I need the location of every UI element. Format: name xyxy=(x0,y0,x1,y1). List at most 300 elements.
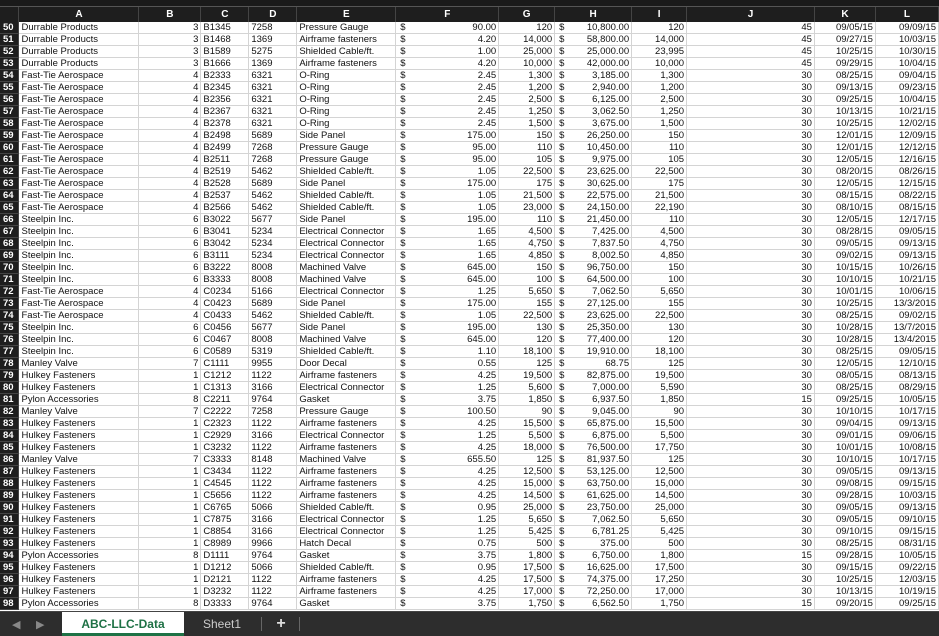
cell-quantity-received[interactable]: 19,500 xyxy=(632,370,687,382)
cell-item-description[interactable]: Gasket xyxy=(297,598,396,610)
cell-supplier-id[interactable]: 6 xyxy=(139,322,201,334)
cell-item-number[interactable]: 5166 xyxy=(249,286,297,298)
cell-cost-per-item[interactable] xyxy=(396,142,499,154)
cell-supplier-id[interactable]: 3 xyxy=(139,34,201,46)
cell-terms[interactable]: 30 xyxy=(687,154,815,166)
cell-order-date[interactable]: 09/02/15 xyxy=(814,250,875,262)
column-header-f[interactable]: F xyxy=(396,7,499,22)
cell-supplier[interactable]: Steelpin Inc. xyxy=(19,334,139,346)
cell-terms[interactable]: 30 xyxy=(687,202,815,214)
cell-item-number[interactable]: 6321 xyxy=(249,82,297,94)
cell-quantity-received[interactable]: 120 xyxy=(632,334,687,346)
cell-cost-per-item[interactable] xyxy=(396,118,499,130)
cell-quantity[interactable]: 1,750 xyxy=(499,598,555,610)
row-header[interactable]: 97 xyxy=(0,586,19,598)
cell-po-number[interactable]: B2499 xyxy=(201,142,249,154)
cell-cost-per-item[interactable] xyxy=(396,46,499,58)
cell-po-number[interactable]: C5656 xyxy=(201,490,249,502)
cell-cost-per-order[interactable] xyxy=(555,250,632,262)
cell-item-description[interactable]: Machined Valve xyxy=(297,454,396,466)
cell-quantity[interactable]: 4,850 xyxy=(499,250,555,262)
cell-order-date[interactable]: 09/29/15 xyxy=(814,58,875,70)
cell-item-number[interactable]: 1122 xyxy=(249,478,297,490)
cell-order-date[interactable]: 09/28/15 xyxy=(814,490,875,502)
cell-quantity-received[interactable]: 125 xyxy=(632,358,687,370)
cell-supplier[interactable]: Fast-Tie Aerospace xyxy=(19,298,139,310)
cell-arrival-date[interactable]: 10/17/15 xyxy=(875,406,938,418)
cell-cost-per-item[interactable] xyxy=(396,574,499,586)
cell-item-description[interactable]: Side Panel xyxy=(297,298,396,310)
cell-terms[interactable]: 30 xyxy=(687,214,815,226)
cell-cost-per-item[interactable] xyxy=(396,502,499,514)
cell-order-date[interactable]: 09/27/15 xyxy=(814,34,875,46)
cell-arrival-date[interactable]: 12/03/15 xyxy=(875,574,938,586)
cell-item-number[interactable]: 5066 xyxy=(249,562,297,574)
cell-quantity-received[interactable]: 4,750 xyxy=(632,238,687,250)
cell-item-number[interactable]: 1122 xyxy=(249,574,297,586)
row-header[interactable]: 72 xyxy=(0,286,19,298)
cell-quantity[interactable]: 1,800 xyxy=(499,550,555,562)
cell-terms[interactable]: 30 xyxy=(687,562,815,574)
cell-quantity-received[interactable]: 500 xyxy=(632,538,687,550)
cell-supplier-id[interactable]: 4 xyxy=(139,94,201,106)
cell-arrival-date[interactable]: 09/05/15 xyxy=(875,226,938,238)
row-header[interactable]: 74 xyxy=(0,310,19,322)
row-header[interactable]: 70 xyxy=(0,262,19,274)
cell-arrival-date[interactable]: 12/16/15 xyxy=(875,154,938,166)
cell-item-number[interactable]: 5462 xyxy=(249,190,297,202)
cell-order-date[interactable]: 09/10/15 xyxy=(814,526,875,538)
cell-cost-per-order[interactable] xyxy=(555,346,632,358)
cell-po-number[interactable]: B1666 xyxy=(201,58,249,70)
cell-terms[interactable]: 30 xyxy=(687,382,815,394)
cell-item-description[interactable]: Gasket xyxy=(297,394,396,406)
cell-terms[interactable]: 30 xyxy=(687,418,815,430)
cell-cost-per-item[interactable] xyxy=(396,394,499,406)
cell-supplier[interactable]: Hulkey Fasteners xyxy=(19,490,139,502)
cell-item-description[interactable]: Side Panel xyxy=(297,214,396,226)
cell-order-date[interactable]: 09/05/15 xyxy=(814,502,875,514)
cell-order-date[interactable]: 10/25/15 xyxy=(814,298,875,310)
cell-supplier-id[interactable]: 7 xyxy=(139,406,201,418)
cell-quantity[interactable]: 1,500 xyxy=(499,118,555,130)
cell-quantity[interactable]: 12,500 xyxy=(499,466,555,478)
row-header[interactable]: 58 xyxy=(0,118,19,130)
cell-arrival-date[interactable]: 09/13/15 xyxy=(875,418,938,430)
cell-item-description[interactable]: Shielded Cable/ft. xyxy=(297,502,396,514)
cell-po-number[interactable]: B3042 xyxy=(201,238,249,250)
cell-terms[interactable]: 30 xyxy=(687,178,815,190)
cell-item-description[interactable]: O-Ring xyxy=(297,70,396,82)
cell-cost-per-order[interactable] xyxy=(555,262,632,274)
cell-po-number[interactable]: C1111 xyxy=(201,358,249,370)
right-arrow-icon[interactable]: ▶ xyxy=(36,619,45,631)
cell-item-number[interactable]: 5319 xyxy=(249,346,297,358)
cell-item-number[interactable]: 5677 xyxy=(249,214,297,226)
cell-po-number[interactable]: C7875 xyxy=(201,514,249,526)
cell-item-number[interactable]: 8008 xyxy=(249,334,297,346)
cell-cost-per-item[interactable] xyxy=(396,130,499,142)
cell-supplier[interactable]: Fast-Tie Aerospace xyxy=(19,142,139,154)
cell-order-date[interactable]: 09/28/15 xyxy=(814,550,875,562)
cell-quantity[interactable]: 4,750 xyxy=(499,238,555,250)
cell-quantity-received[interactable]: 150 xyxy=(632,130,687,142)
cell-terms[interactable]: 30 xyxy=(687,118,815,130)
cell-item-description[interactable]: Shielded Cable/ft. xyxy=(297,166,396,178)
cell-supplier[interactable]: Manley Valve xyxy=(19,358,139,370)
cell-quantity[interactable]: 1,300 xyxy=(499,70,555,82)
cell-quantity[interactable]: 500 xyxy=(499,538,555,550)
cell-item-number[interactable]: 1122 xyxy=(249,442,297,454)
cell-terms[interactable]: 30 xyxy=(687,514,815,526)
cell-cost-per-item[interactable] xyxy=(396,454,499,466)
cell-item-description[interactable]: Electrical Connector xyxy=(297,226,396,238)
cell-terms[interactable]: 30 xyxy=(687,310,815,322)
cell-item-description[interactable]: Electrical Connector xyxy=(297,250,396,262)
cell-quantity-received[interactable]: 5,425 xyxy=(632,526,687,538)
cell-quantity-received[interactable]: 100 xyxy=(632,274,687,286)
cell-cost-per-item[interactable] xyxy=(396,226,499,238)
cell-terms[interactable]: 30 xyxy=(687,106,815,118)
cell-quantity-received[interactable]: 120 xyxy=(632,22,687,34)
cell-item-number[interactable]: 5677 xyxy=(249,322,297,334)
cell-supplier-id[interactable]: 7 xyxy=(139,454,201,466)
cell-supplier-id[interactable]: 1 xyxy=(139,538,201,550)
cell-cost-per-order[interactable] xyxy=(555,310,632,322)
cell-supplier[interactable]: Hulkey Fasteners xyxy=(19,370,139,382)
cell-terms[interactable]: 30 xyxy=(687,526,815,538)
cell-item-description[interactable]: Airframe fasteners xyxy=(297,586,396,598)
cell-supplier-id[interactable]: 3 xyxy=(139,58,201,70)
cell-quantity-received[interactable]: 1,750 xyxy=(632,598,687,610)
cell-arrival-date[interactable]: 08/31/15 xyxy=(875,538,938,550)
cell-supplier[interactable]: Steelpin Inc. xyxy=(19,274,139,286)
cell-supplier-id[interactable]: 6 xyxy=(139,250,201,262)
cell-arrival-date[interactable]: 10/03/15 xyxy=(875,34,938,46)
cell-cost-per-item[interactable] xyxy=(396,490,499,502)
sheet-tab-sheet1[interactable]: Sheet1 xyxy=(202,617,242,631)
cell-arrival-date[interactable]: 12/02/15 xyxy=(875,118,938,130)
cell-item-number[interactable]: 8008 xyxy=(249,274,297,286)
cell-quantity[interactable]: 125 xyxy=(499,454,555,466)
cell-item-description[interactable]: Pressure Gauge xyxy=(297,142,396,154)
left-arrow-icon[interactable]: ◀ xyxy=(12,619,21,631)
cell-supplier[interactable]: Hulkey Fasteners xyxy=(19,466,139,478)
cell-supplier[interactable]: Hulkey Fasteners xyxy=(19,586,139,598)
cell-supplier[interactable]: Fast-Tie Aerospace xyxy=(19,106,139,118)
cell-cost-per-order[interactable] xyxy=(555,358,632,370)
cell-supplier-id[interactable]: 8 xyxy=(139,550,201,562)
cell-po-number[interactable]: C0589 xyxy=(201,346,249,358)
cell-cost-per-order[interactable] xyxy=(555,550,632,562)
cell-arrival-date[interactable]: 12/15/15 xyxy=(875,178,938,190)
cell-cost-per-order[interactable] xyxy=(555,490,632,502)
cell-supplier-id[interactable]: 4 xyxy=(139,118,201,130)
cell-item-description[interactable]: Airframe fasteners xyxy=(297,478,396,490)
cell-terms[interactable]: 30 xyxy=(687,238,815,250)
cell-quantity[interactable]: 105 xyxy=(499,154,555,166)
cell-cost-per-order[interactable] xyxy=(555,598,632,610)
column-header-b[interactable]: B xyxy=(139,7,201,22)
cell-quantity-received[interactable]: 5,590 xyxy=(632,382,687,394)
row-header[interactable]: 60 xyxy=(0,142,19,154)
cell-order-date[interactable]: 09/01/15 xyxy=(814,430,875,442)
row-header[interactable]: 95 xyxy=(0,562,19,574)
cell-arrival-date[interactable]: 10/21/15 xyxy=(875,106,938,118)
row-header[interactable]: 65 xyxy=(0,202,19,214)
cell-supplier-id[interactable]: 6 xyxy=(139,334,201,346)
cell-item-number[interactable]: 1122 xyxy=(249,490,297,502)
cell-cost-per-item[interactable] xyxy=(396,562,499,574)
cell-quantity-received[interactable]: 22,500 xyxy=(632,310,687,322)
cell-quantity-received[interactable]: 125 xyxy=(632,454,687,466)
cell-supplier[interactable]: Fast-Tie Aerospace xyxy=(19,82,139,94)
cell-po-number[interactable]: C8854 xyxy=(201,526,249,538)
cell-item-number[interactable]: 5462 xyxy=(249,202,297,214)
column-header-a[interactable]: A xyxy=(19,7,139,22)
cell-po-number[interactable]: B3333 xyxy=(201,274,249,286)
row-header[interactable]: 67 xyxy=(0,226,19,238)
cell-cost-per-item[interactable] xyxy=(396,190,499,202)
cell-terms[interactable]: 30 xyxy=(687,430,815,442)
cell-item-number[interactable]: 9966 xyxy=(249,538,297,550)
cell-quantity-received[interactable]: 17,750 xyxy=(632,442,687,454)
cell-item-number[interactable]: 1122 xyxy=(249,586,297,598)
cell-order-date[interactable]: 10/28/15 xyxy=(814,334,875,346)
cell-arrival-date[interactable]: 09/15/15 xyxy=(875,526,938,538)
cell-arrival-date[interactable]: 09/06/15 xyxy=(875,430,938,442)
cell-item-number[interactable]: 6321 xyxy=(249,94,297,106)
cell-cost-per-item[interactable] xyxy=(396,442,499,454)
cell-quantity[interactable]: 125 xyxy=(499,358,555,370)
cell-supplier-id[interactable]: 4 xyxy=(139,202,201,214)
cell-supplier[interactable]: Fast-Tie Aerospace xyxy=(19,190,139,202)
cell-quantity-received[interactable]: 23,995 xyxy=(632,46,687,58)
cell-po-number[interactable]: C0456 xyxy=(201,322,249,334)
cell-arrival-date[interactable]: 13/4/2015 xyxy=(875,334,938,346)
cell-cost-per-order[interactable] xyxy=(555,58,632,70)
row-header[interactable]: 87 xyxy=(0,466,19,478)
cell-supplier-id[interactable]: 1 xyxy=(139,478,201,490)
cell-item-description[interactable]: O-Ring xyxy=(297,106,396,118)
cell-cost-per-order[interactable] xyxy=(555,334,632,346)
cell-supplier-id[interactable]: 4 xyxy=(139,310,201,322)
cell-order-date[interactable]: 08/28/15 xyxy=(814,226,875,238)
cell-item-number[interactable]: 8148 xyxy=(249,454,297,466)
cell-arrival-date[interactable]: 09/05/15 xyxy=(875,346,938,358)
cell-supplier-id[interactable]: 6 xyxy=(139,226,201,238)
cell-arrival-date[interactable]: 10/04/15 xyxy=(875,94,938,106)
cell-supplier[interactable]: Steelpin Inc. xyxy=(19,214,139,226)
column-header-k[interactable]: K xyxy=(814,7,875,22)
cell-supplier[interactable]: Fast-Tie Aerospace xyxy=(19,154,139,166)
row-header[interactable]: 55 xyxy=(0,82,19,94)
cell-order-date[interactable]: 08/25/15 xyxy=(814,310,875,322)
row-header[interactable]: 64 xyxy=(0,190,19,202)
cell-quantity[interactable]: 5,425 xyxy=(499,526,555,538)
cell-order-date[interactable]: 10/15/15 xyxy=(814,262,875,274)
column-header-e[interactable]: E xyxy=(297,7,396,22)
cell-po-number[interactable]: D3232 xyxy=(201,586,249,598)
row-header[interactable]: 50 xyxy=(0,22,19,34)
cell-po-number[interactable]: B1468 xyxy=(201,34,249,46)
cell-supplier[interactable]: Steelpin Inc. xyxy=(19,238,139,250)
cell-item-number[interactable]: 6321 xyxy=(249,70,297,82)
cell-order-date[interactable]: 10/10/15 xyxy=(814,406,875,418)
cell-item-number[interactable]: 6321 xyxy=(249,106,297,118)
cell-item-description[interactable]: Shielded Cable/ft. xyxy=(297,310,396,322)
cell-item-number[interactable]: 1122 xyxy=(249,466,297,478)
cell-arrival-date[interactable]: 10/06/15 xyxy=(875,286,938,298)
cell-supplier[interactable]: Durrable Products xyxy=(19,34,139,46)
cell-arrival-date[interactable]: 10/05/15 xyxy=(875,394,938,406)
cell-quantity[interactable]: 4,500 xyxy=(499,226,555,238)
cell-supplier-id[interactable]: 4 xyxy=(139,130,201,142)
cell-quantity-received[interactable]: 17,250 xyxy=(632,574,687,586)
cell-quantity[interactable]: 17,500 xyxy=(499,574,555,586)
cell-terms[interactable]: 30 xyxy=(687,346,815,358)
cell-supplier-id[interactable]: 1 xyxy=(139,526,201,538)
cell-supplier[interactable]: Pylon Accessories xyxy=(19,598,139,610)
cell-cost-per-order[interactable] xyxy=(555,94,632,106)
column-header-h[interactable]: H xyxy=(555,7,632,22)
row-header[interactable]: 61 xyxy=(0,154,19,166)
cell-item-number[interactable]: 3166 xyxy=(249,526,297,538)
cell-arrival-date[interactable]: 09/22/15 xyxy=(875,562,938,574)
cell-supplier-id[interactable]: 4 xyxy=(139,178,201,190)
cell-supplier[interactable]: Hulkey Fasteners xyxy=(19,502,139,514)
cell-cost-per-order[interactable] xyxy=(555,130,632,142)
cell-order-date[interactable]: 09/05/15 xyxy=(814,238,875,250)
cell-po-number[interactable]: B2356 xyxy=(201,94,249,106)
cell-item-number[interactable]: 5234 xyxy=(249,238,297,250)
cell-supplier[interactable]: Fast-Tie Aerospace xyxy=(19,202,139,214)
row-header[interactable]: 79 xyxy=(0,370,19,382)
cell-arrival-date[interactable]: 09/13/15 xyxy=(875,502,938,514)
cell-po-number[interactable]: B2498 xyxy=(201,130,249,142)
cell-quantity-received[interactable]: 17,000 xyxy=(632,586,687,598)
row-header[interactable]: 73 xyxy=(0,298,19,310)
cell-item-number[interactable]: 6321 xyxy=(249,118,297,130)
cell-arrival-date[interactable]: 10/17/15 xyxy=(875,454,938,466)
cell-arrival-date[interactable]: 10/30/15 xyxy=(875,46,938,58)
cell-arrival-date[interactable]: 09/02/15 xyxy=(875,310,938,322)
cell-terms[interactable]: 30 xyxy=(687,502,815,514)
cell-cost-per-item[interactable] xyxy=(396,166,499,178)
column-header-i[interactable]: I xyxy=(632,7,687,22)
cell-terms[interactable]: 45 xyxy=(687,22,815,34)
cell-po-number[interactable]: C2929 xyxy=(201,430,249,442)
cell-cost-per-order[interactable] xyxy=(555,238,632,250)
cell-quantity[interactable]: 155 xyxy=(499,298,555,310)
cell-quantity[interactable]: 5,650 xyxy=(499,514,555,526)
cell-arrival-date[interactable]: 13/7/2015 xyxy=(875,322,938,334)
cell-terms[interactable]: 30 xyxy=(687,298,815,310)
row-header[interactable]: 63 xyxy=(0,178,19,190)
row-header[interactable]: 53 xyxy=(0,58,19,70)
cell-cost-per-item[interactable] xyxy=(396,466,499,478)
cell-cost-per-item[interactable] xyxy=(396,550,499,562)
cell-supplier-id[interactable]: 4 xyxy=(139,166,201,178)
cell-item-number[interactable]: 8008 xyxy=(249,262,297,274)
cell-cost-per-order[interactable] xyxy=(555,82,632,94)
cell-cost-per-order[interactable] xyxy=(555,562,632,574)
cell-item-description[interactable]: Electrical Connector xyxy=(297,238,396,250)
row-header[interactable]: 96 xyxy=(0,574,19,586)
cell-cost-per-order[interactable] xyxy=(555,118,632,130)
cell-item-description[interactable]: Electrical Connector xyxy=(297,526,396,538)
cell-cost-per-item[interactable] xyxy=(396,34,499,46)
cell-supplier[interactable]: Steelpin Inc. xyxy=(19,226,139,238)
cell-cost-per-order[interactable] xyxy=(555,466,632,478)
cell-supplier-id[interactable]: 1 xyxy=(139,442,201,454)
row-header[interactable]: 57 xyxy=(0,106,19,118)
cell-item-number[interactable]: 5066 xyxy=(249,502,297,514)
cell-arrival-date[interactable]: 12/10/15 xyxy=(875,358,938,370)
cell-item-description[interactable]: O-Ring xyxy=(297,82,396,94)
cell-quantity-received[interactable]: 130 xyxy=(632,322,687,334)
cell-arrival-date[interactable]: 10/05/15 xyxy=(875,550,938,562)
cell-terms[interactable]: 30 xyxy=(687,190,815,202)
cell-terms[interactable]: 30 xyxy=(687,274,815,286)
cell-quantity[interactable]: 22,500 xyxy=(499,310,555,322)
cell-item-number[interactable]: 5689 xyxy=(249,178,297,190)
cell-po-number[interactable]: B2345 xyxy=(201,82,249,94)
row-header[interactable]: 76 xyxy=(0,334,19,346)
cell-item-description[interactable]: Electrical Connector xyxy=(297,382,396,394)
row-header[interactable]: 78 xyxy=(0,358,19,370)
row-header[interactable]: 86 xyxy=(0,454,19,466)
cell-arrival-date[interactable]: 09/13/15 xyxy=(875,466,938,478)
cell-supplier-id[interactable]: 4 xyxy=(139,70,201,82)
cell-po-number[interactable]: B2528 xyxy=(201,178,249,190)
cell-order-date[interactable]: 08/25/15 xyxy=(814,346,875,358)
cell-supplier-id[interactable]: 1 xyxy=(139,502,201,514)
cell-arrival-date[interactable]: 08/26/15 xyxy=(875,166,938,178)
column-header-d[interactable]: D xyxy=(249,7,297,22)
cell-supplier[interactable]: Hulkey Fasteners xyxy=(19,382,139,394)
cell-cost-per-order[interactable] xyxy=(555,202,632,214)
cell-terms[interactable]: 45 xyxy=(687,46,815,58)
cell-item-description[interactable]: Machined Valve xyxy=(297,274,396,286)
cell-item-number[interactable]: 5462 xyxy=(249,310,297,322)
cell-po-number[interactable]: B3022 xyxy=(201,214,249,226)
cell-item-number[interactable]: 3166 xyxy=(249,382,297,394)
column-header-g[interactable]: G xyxy=(499,7,555,22)
cell-quantity[interactable]: 14,500 xyxy=(499,490,555,502)
cell-supplier-id[interactable]: 1 xyxy=(139,562,201,574)
cell-supplier[interactable]: Hulkey Fasteners xyxy=(19,442,139,454)
cell-cost-per-order[interactable] xyxy=(555,190,632,202)
cell-cost-per-item[interactable] xyxy=(396,358,499,370)
cell-po-number[interactable]: B2511 xyxy=(201,154,249,166)
cell-cost-per-item[interactable] xyxy=(396,526,499,538)
cell-cost-per-item[interactable] xyxy=(396,538,499,550)
cell-item-number[interactable]: 1122 xyxy=(249,370,297,382)
cell-cost-per-order[interactable] xyxy=(555,514,632,526)
cell-supplier-id[interactable]: 6 xyxy=(139,274,201,286)
cell-po-number[interactable]: B1345 xyxy=(201,22,249,34)
row-header[interactable]: 68 xyxy=(0,238,19,250)
cell-cost-per-item[interactable] xyxy=(396,382,499,394)
cell-cost-per-item[interactable] xyxy=(396,346,499,358)
cell-cost-per-order[interactable] xyxy=(555,430,632,442)
cell-quantity-received[interactable]: 4,500 xyxy=(632,226,687,238)
cell-terms[interactable]: 30 xyxy=(687,94,815,106)
cell-supplier-id[interactable]: 8 xyxy=(139,394,201,406)
cell-item-description[interactable]: Airframe fasteners xyxy=(297,370,396,382)
cell-order-date[interactable]: 09/25/15 xyxy=(814,394,875,406)
